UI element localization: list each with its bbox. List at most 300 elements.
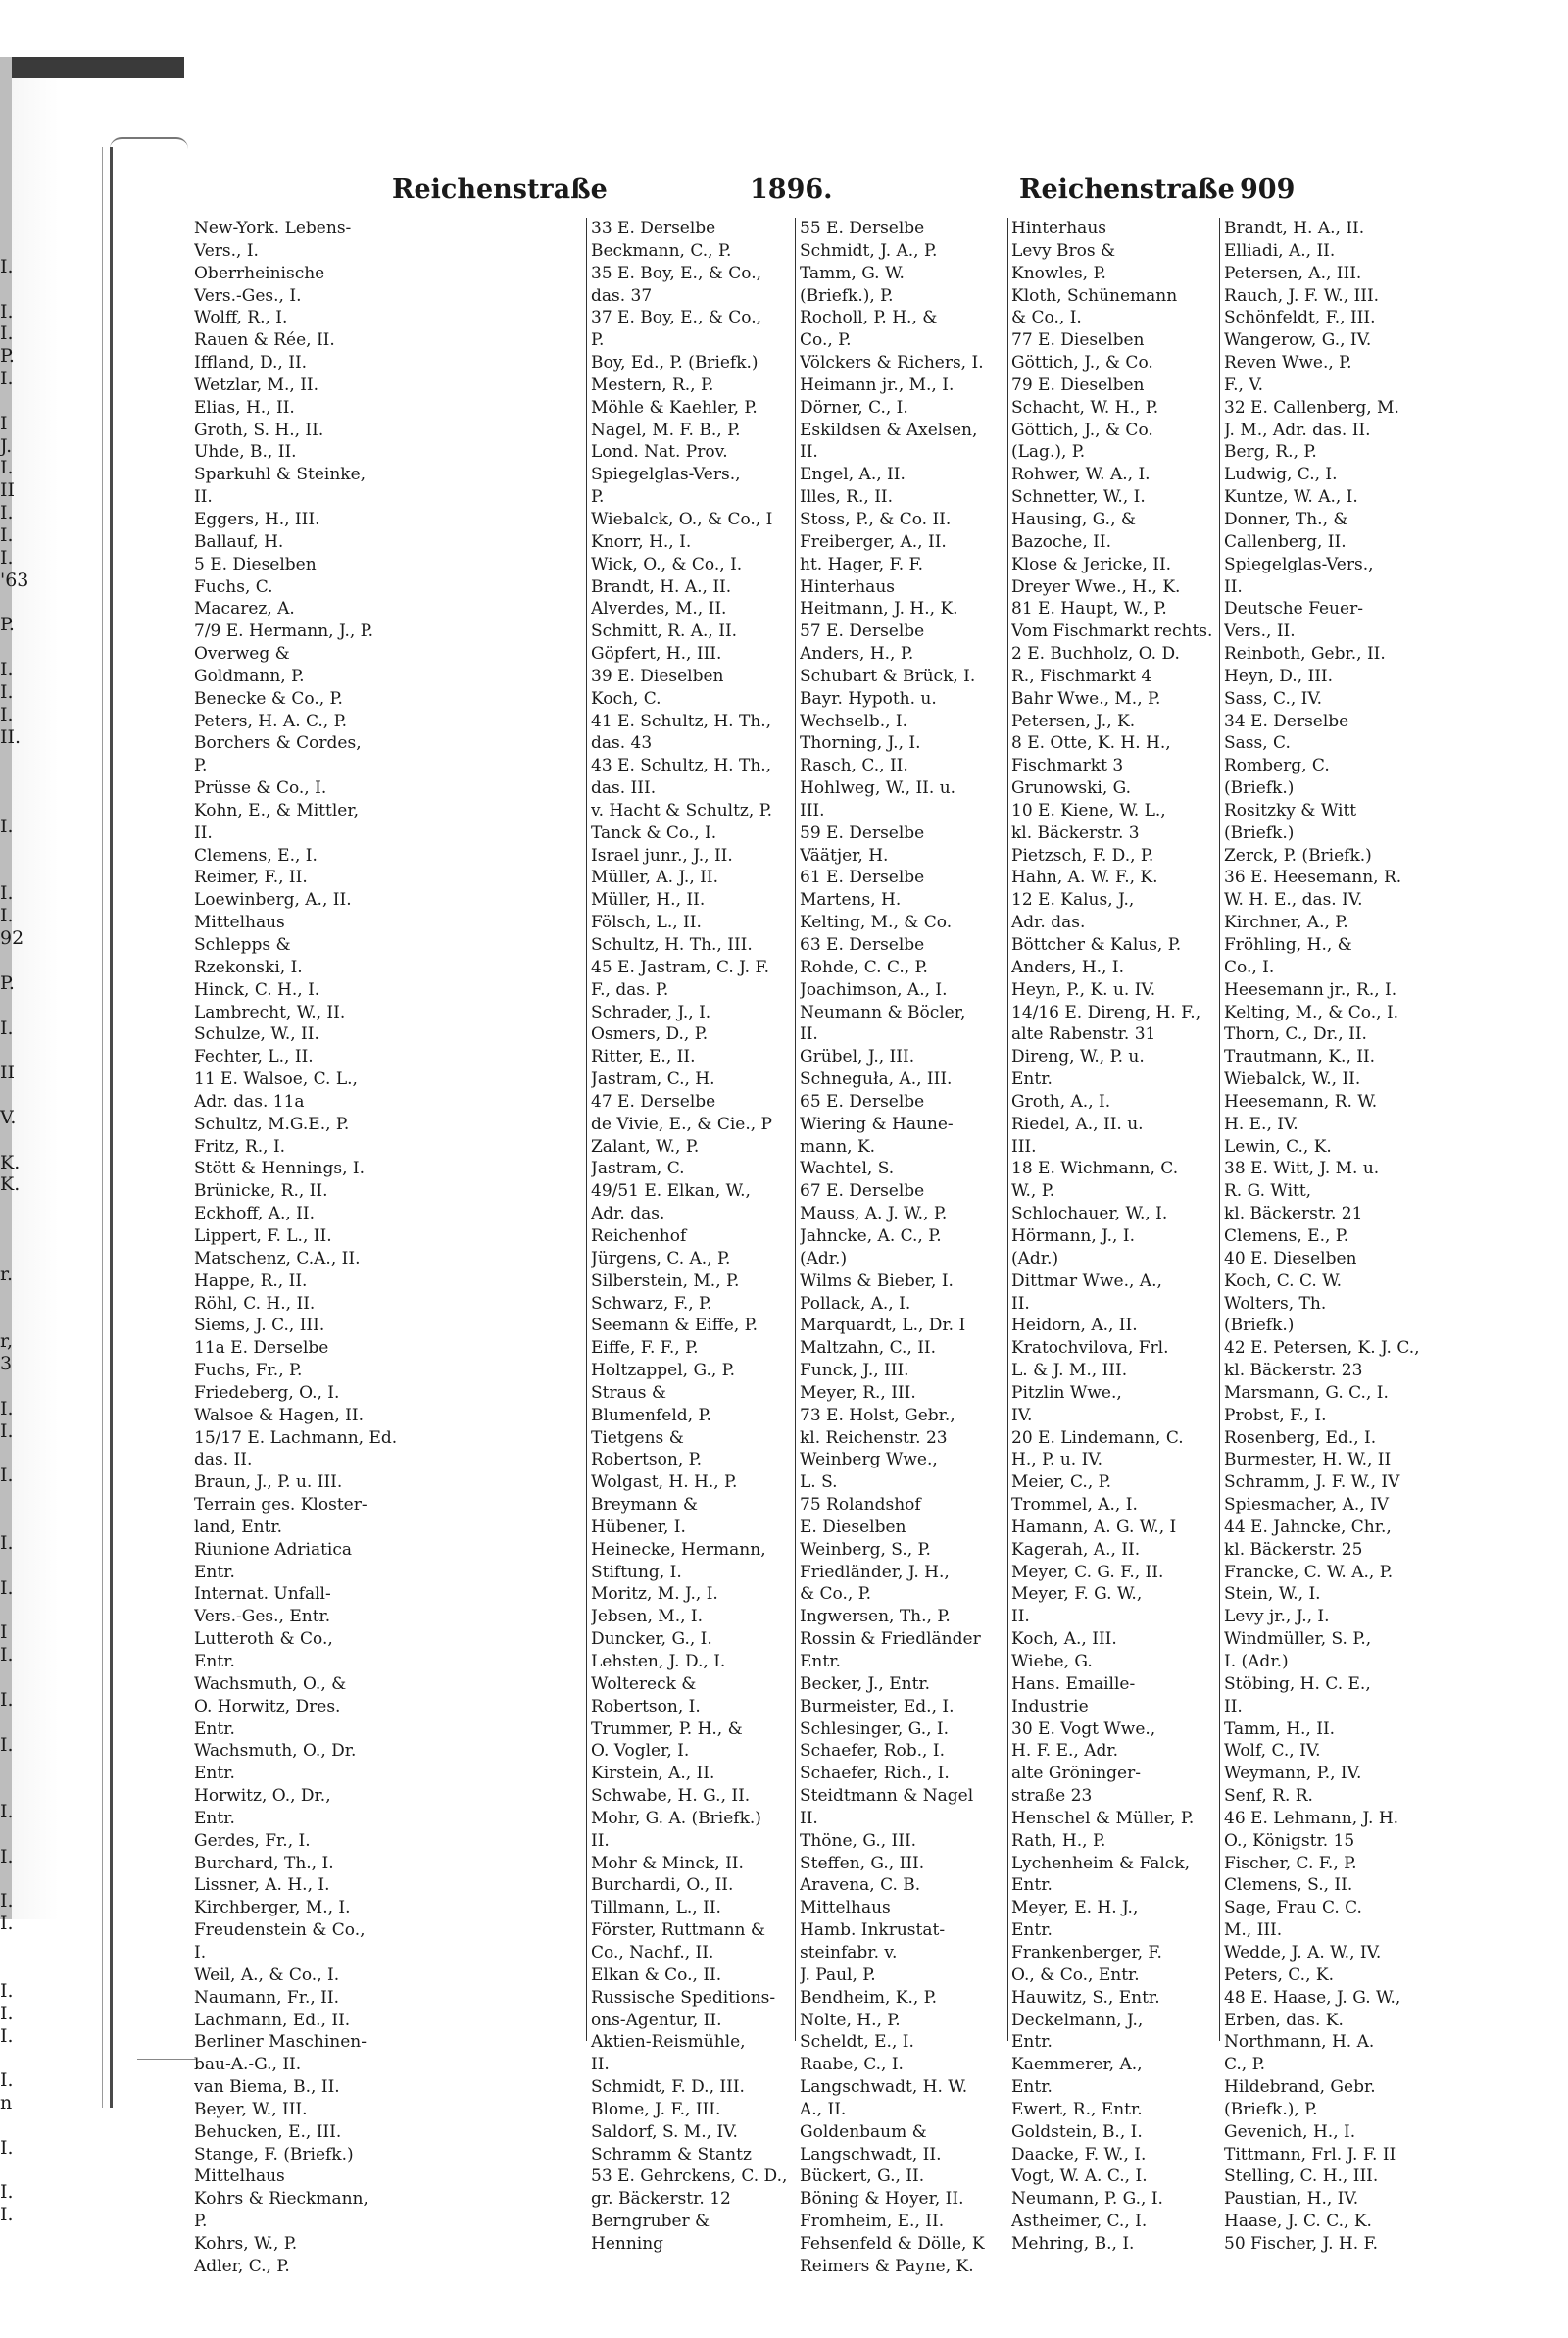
directory-entry-line: Happe, R., II. <box>194 1270 308 1291</box>
directory-entry-line: Mehring, B., I. <box>1011 2233 1135 2254</box>
directory-entry-line: Henschel & Müller, P. <box>1011 1808 1195 1828</box>
directory-entry-line: Entr. <box>1011 1875 1053 1896</box>
directory-entry-line: II. <box>194 822 213 843</box>
directory-entry-line: 7/9 E. Hermann, J., P. <box>194 622 374 642</box>
directory-entry-line: O. Horwitz, Dres. <box>194 1696 341 1716</box>
directory-entry-line: Stoss, P., & Co. II. <box>800 509 952 529</box>
directory-entry-line: de Vivie, E., & Cie., P <box>591 1114 772 1134</box>
directory-entry-line: Haase, J. C. C., K. <box>1224 2212 1372 2232</box>
directory-entry-line: Engel, A., II. <box>800 465 906 485</box>
previous-page-fragment: I. <box>0 1017 14 1039</box>
directory-entry-line: Thöne, G., III. <box>800 1830 917 1851</box>
directory-entry-line: Elias, H., II. <box>194 397 295 418</box>
directory-entry-line: Göttich, J., & Co. <box>1011 353 1153 373</box>
directory-entry-line: Schramm & Stantz <box>591 2144 752 2164</box>
directory-entry-line: 20 E. Lindemann, C. <box>1011 1427 1184 1448</box>
directory-entry-line: Bazoche, II. <box>1011 531 1111 552</box>
previous-page-fragment: I. <box>0 1419 14 1442</box>
directory-entry-line: Wedde, J. A. W., IV. <box>1224 1942 1382 1963</box>
directory-entry-line: L. & J. M., III. <box>1011 1361 1128 1381</box>
directory-entry-line: Neumann & Böcler, <box>800 1002 966 1022</box>
directory-entry-line: 46 E. Lehmann, J. H. <box>1224 1808 1399 1828</box>
directory-entry-line: Mittelhaus <box>194 2166 285 2187</box>
directory-entry-line: F., V. <box>1224 374 1264 395</box>
directory-entry-line: Groth, S. H., II. <box>194 420 324 440</box>
directory-entry-line: Göttich, J., & Co. <box>1011 420 1153 440</box>
directory-entry-line: Raabe, C., I. <box>800 2055 904 2075</box>
directory-entry-line: Kagerah, A., II. <box>1011 1539 1141 1560</box>
directory-entry-line: v. Hacht & Schultz, P. <box>591 800 773 821</box>
directory-entry-line: das. II. <box>194 1450 253 1470</box>
directory-entry-line: Clemens, E., I. <box>194 845 318 866</box>
directory-entry-line: 49/51 E. Elkan, W., <box>591 1181 751 1202</box>
directory-entry-line: Adler, C., P. <box>194 2256 290 2276</box>
directory-entry-line: Bückert, G., II. <box>800 2166 925 2187</box>
directory-entry-line: Burmeister, Ed., I. <box>800 1696 955 1716</box>
directory-entry-line: Schacht, W. H., P. <box>1011 397 1159 418</box>
directory-entry-line: Hans. Emaille- <box>1011 1673 1136 1694</box>
directory-entry-line: Adr. das. 11a <box>194 1091 305 1112</box>
previous-page-fragment <box>0 1039 24 1062</box>
directory-entry-line: Rositzky & Witt <box>1224 800 1357 821</box>
directory-entry-line: Kelting, M., & Co. <box>800 913 953 933</box>
previous-page-fragment: II <box>0 1062 16 1084</box>
directory-entry-line: Kuntze, W. A., I. <box>1224 487 1358 508</box>
previous-page-fragment: I. <box>0 323 14 345</box>
previous-page-fragment <box>0 2226 24 2249</box>
directory-entry-line: mann, K. <box>800 1136 876 1157</box>
directory-entry-line: J. M., Adr. das. II. <box>1224 420 1371 440</box>
previous-page-fragment <box>0 1666 24 1689</box>
directory-entry-line: II. <box>1224 576 1243 597</box>
directory-entry-line: Mittelhaus <box>800 1898 891 1918</box>
directory-entry-line: Illes, R., II. <box>800 487 894 508</box>
directory-entry-line: O., & Co., Entr. <box>1011 1965 1140 1985</box>
directory-entry-line: Weinberg Wwe., <box>800 1450 938 1470</box>
directory-entry-line: Grübel, J., III. <box>800 1047 915 1068</box>
previous-page-fragment: II <box>0 479 16 502</box>
directory-entry-line: Pollack, A., I. <box>800 1293 911 1314</box>
directory-entry-line: P. <box>591 487 605 508</box>
directory-entry-line: Petersen, A., III. <box>1224 263 1362 283</box>
directory-entry-line: Russische Speditions- <box>591 1987 776 2008</box>
directory-entry-line: Meyer, E. H. J., <box>1011 1898 1139 1918</box>
directory-entry-line: Meyer, R., III. <box>800 1382 916 1403</box>
directory-entry-line: kl. Bäckerstr. 23 <box>1224 1361 1363 1381</box>
directory-entry-line: Dittmar Wwe., A., <box>1011 1270 1162 1291</box>
directory-entry-line: Schlesinger, G., I. <box>800 1718 950 1739</box>
directory-entry-line: Lachmann, Ed., II. <box>194 2010 351 2030</box>
directory-entry-line: Marquardt, L., Dr. I <box>800 1316 966 1336</box>
directory-entry-line: Trommel, A., I. <box>1011 1495 1138 1516</box>
directory-entry-line: Wolf, C., IV. <box>1224 1741 1321 1762</box>
directory-entry-line: Aravena, C. B. <box>800 1875 921 1896</box>
directory-entry-line: Moritz, M. J., I. <box>591 1584 718 1605</box>
previous-page-fragment <box>0 233 24 256</box>
previous-page-fragment: I. <box>0 882 14 905</box>
directory-entry-line: Scheldt, E., I. <box>800 2032 914 2053</box>
directory-entry-line: Schwarz, F., P. <box>591 1293 712 1314</box>
directory-entry-line: Klose & Jericke, II. <box>1011 554 1172 574</box>
directory-entry-line: Vogt, W. A. C., I. <box>1011 2166 1148 2187</box>
page-number: 909 <box>1240 174 1296 205</box>
directory-entry-line: Marsmann, G. C., I. <box>1224 1382 1389 1403</box>
directory-entry-line: Fischer, C. F., P. <box>1224 1853 1357 1873</box>
directory-entry-line: Kirstein, A., II. <box>591 1764 715 1784</box>
directory-entry-line: Fölsch, L., II. <box>591 913 702 933</box>
directory-entry-line: Holtzappel, G., P. <box>591 1361 736 1381</box>
directory-entry-line: 73 E. Holst, Gebr., <box>800 1405 956 1425</box>
directory-entry-line: 2 E. Buchholz, O. D. <box>1011 644 1180 665</box>
directory-entry-line: Robertson, I. <box>591 1696 701 1716</box>
directory-entry-line: 30 E. Vogt Wwe., <box>1011 1718 1156 1739</box>
previous-page-fragment <box>0 1309 24 1331</box>
directory-entry-line: Stange, F. (Briefk.) <box>194 2144 354 2164</box>
directory-entry-line: Probst, F., I. <box>1224 1405 1327 1425</box>
page-curl <box>110 137 188 149</box>
directory-column-1 <box>194 218 582 2278</box>
directory-entry-line: Groth, A., I. <box>1011 1091 1111 1112</box>
directory-entry-line: II. <box>800 1024 818 1045</box>
directory-entry-line: Steidtmann & Nagel <box>800 1786 974 1807</box>
directory-entry-line: alte Rabenstr. 31 <box>1011 1024 1156 1045</box>
directory-entry-line: Weinberg, S., P. <box>800 1539 931 1560</box>
directory-entry-line: Reven Wwe., P. <box>1224 353 1352 373</box>
directory-entry-line: Heyn, P., K. u. IV. <box>1011 979 1156 1000</box>
directory-column-5 <box>1224 218 1440 2256</box>
directory-entry-line: Schaefer, Rob., I. <box>800 1741 945 1762</box>
directory-entry-line: Hahn, A. W. F., K. <box>1011 868 1158 888</box>
directory-entry-line: Koch, C. <box>591 688 662 709</box>
previous-page-fragment <box>0 2160 24 2182</box>
directory-entry-line: & Co., P. <box>800 1584 872 1605</box>
directory-entry-line: Entr. <box>1011 1070 1053 1090</box>
directory-entry-line: Kloth, Schünemann <box>1011 285 1178 306</box>
directory-entry-line: Rossin & Friedländer <box>800 1629 981 1650</box>
directory-entry-line: II. <box>800 442 818 463</box>
directory-entry-line: Berngruber & <box>591 2212 710 2232</box>
directory-entry-line: H., P. u. IV. <box>1011 1450 1103 1470</box>
directory-entry-line: Henning <box>591 2233 664 2254</box>
directory-entry-line: Aktien-Reismühle, <box>591 2032 746 2053</box>
directory-entry-line: Rasch, C., II. <box>800 756 908 776</box>
previous-page-fragment: P. <box>0 614 15 636</box>
directory-entry-line: IV. <box>1011 1405 1033 1425</box>
previous-page-fragment: P. <box>0 971 15 994</box>
directory-entry-line: 38 E. Witt, J. M. u. <box>1224 1159 1380 1179</box>
directory-entry-line: kl. Bäckerstr. 25 <box>1224 1539 1363 1560</box>
previous-page-fragment: I. <box>0 1979 14 2002</box>
scan-bottom-mark <box>137 2059 196 2071</box>
directory-entry-line: Schrader, J., I. <box>591 1002 711 1022</box>
directory-entry-line: Wiebe, G. <box>1011 1652 1093 1671</box>
directory-entry-line: (Adr.) <box>1011 1248 1059 1268</box>
previous-page-fragment: I. <box>0 905 14 927</box>
directory-entry-line: Entr. <box>1011 2077 1053 2098</box>
directory-entry-line: Fritz, R., I. <box>194 1136 286 1157</box>
directory-entry-line: Burmester, H. W., II <box>1224 1450 1392 1470</box>
directory-entry-line: Kohrs, W., P. <box>194 2233 298 2254</box>
directory-entry-line: Goldenbaum & <box>800 2121 927 2142</box>
directory-entry-line: Schulze, W., II. <box>194 1024 319 1045</box>
directory-entry-line: O. Vogler, I. <box>591 1741 690 1762</box>
previous-page-fragment <box>0 2315 24 2338</box>
previous-page-fragment: P. <box>0 345 15 368</box>
directory-entry-line: Behucken, E., III. <box>194 2121 342 2142</box>
directory-entry-line: Ewert, R., Entr. <box>1011 2099 1143 2119</box>
directory-entry-line: Hinterhaus <box>1011 219 1106 238</box>
directory-entry-line: Wachsmuth, O., & <box>194 1673 347 1694</box>
previous-page-fragment: I. <box>0 2204 14 2226</box>
directory-entry-line: Stött & Hennings, I. <box>194 1159 366 1179</box>
directory-entry-line: Mohr & Minck, II. <box>591 1853 744 1873</box>
directory-entry-line: II. <box>1011 1607 1030 1627</box>
previous-page-fragment: n <box>0 2092 13 2114</box>
running-title-left: Reichenstraße <box>392 174 608 205</box>
directory-entry-line: Tamm, H., II. <box>1224 1718 1336 1739</box>
previous-page-fragment <box>0 2047 24 2069</box>
previous-page-fragment <box>0 1935 24 1958</box>
previous-page-fragment <box>0 1241 24 1264</box>
directory-entry-line: Becker, J., Entr. <box>800 1673 931 1694</box>
directory-entry-line: Duncker, G., I. <box>591 1629 712 1650</box>
directory-entry-line: Steffen, G., III. <box>800 1853 925 1873</box>
directory-entry-line: Jastram, C. <box>591 1159 685 1179</box>
column-rule <box>586 218 587 2041</box>
directory-entry-line: Pietzsch, F. D., P. <box>1011 845 1154 866</box>
directory-entry-line: Windmüller, S. P., <box>1224 1629 1372 1650</box>
previous-page-fragment: I. <box>0 2069 14 2092</box>
directory-entry-line: Stiftung, I. <box>591 1562 682 1582</box>
directory-entry-line: Hübener, I. <box>591 1517 686 1537</box>
directory-entry-line: Müller, H., II. <box>591 890 706 911</box>
previous-page-fragment <box>0 1958 24 1980</box>
previous-page-fragment: I. <box>0 546 14 569</box>
directory-entry-line: Jürgens, C. A., P. <box>591 1248 731 1268</box>
directory-entry-line: Bendheim, K., P. <box>800 1987 938 2008</box>
directory-entry-line: Industrie <box>1011 1696 1089 1716</box>
directory-entry-line: Entr. <box>194 1764 235 1784</box>
directory-entry-line: Petersen, J., K. <box>1011 711 1136 731</box>
directory-entry-line: Wiebalck, W., II. <box>1224 1070 1361 1090</box>
directory-entry-line: Prüsse & Co., I. <box>194 778 327 799</box>
directory-entry-line: Jastram, C., H. <box>591 1070 715 1090</box>
previous-page-fragment: r, <box>0 1330 14 1353</box>
directory-entry-line: 67 E. Derselbe <box>800 1181 925 1202</box>
directory-entry-line: Seemann & Eiffe, P. <box>591 1316 759 1336</box>
directory-entry-line: Peters, C., K. <box>1224 1965 1335 1985</box>
previous-page-fragment: I. <box>0 1801 14 1823</box>
directory-entry-line: 12 E. Kalus, J., <box>1011 890 1135 911</box>
previous-page-fragment <box>0 861 24 883</box>
previous-page-fragment: I. <box>0 457 14 479</box>
running-title-right: Reichenstraße <box>1019 174 1235 205</box>
directory-entry-line: 8 E. Otte, K. H. H., <box>1011 733 1171 754</box>
directory-entry-line: Lond. Nat. Prov. <box>591 442 728 463</box>
directory-entry-line: Thorn, C., Dr., II. <box>1224 1024 1367 1045</box>
directory-entry-line: das. 37 <box>591 285 653 306</box>
directory-entry-line: bau-A.-G., II. <box>194 2055 302 2075</box>
directory-entry-line: Berliner Maschinen- <box>194 2032 367 2053</box>
directory-entry-line: Hinck, C. H., I. <box>194 979 320 1000</box>
directory-entry-line: Ludwig, C., I. <box>1224 465 1338 485</box>
previous-page-fragment: I. <box>0 1397 14 1419</box>
directory-entry-line: 33 E. Derselbe <box>591 219 716 238</box>
year-heading: 1896. <box>750 174 833 205</box>
previous-page-fragment: I. <box>0 1890 14 1913</box>
previous-page-fragment <box>0 390 24 413</box>
directory-entry-line: M., III. <box>1224 1920 1283 1941</box>
directory-entry-line: Schubart & Brück, I. <box>800 666 976 686</box>
directory-entry-line: Osmers, D., P. <box>591 1024 709 1045</box>
directory-column-2 <box>591 218 792 2256</box>
directory-entry-line: kl. Bäckerstr. 21 <box>1224 1204 1363 1224</box>
directory-entry-line: 61 E. Derselbe <box>800 868 925 888</box>
directory-entry-line: Wiebalck, O., & Co., I <box>591 509 773 529</box>
column-rule <box>1007 218 1008 2041</box>
directory-entry-line: Brandt, H. A., II. <box>1224 219 1365 238</box>
directory-entry-line: W., P. <box>1011 1181 1055 1202</box>
directory-entry-line: Braun, J., P. u. III. <box>194 1472 343 1493</box>
book-gutter <box>110 147 113 2108</box>
directory-entry-line: Deutsche Feuer- <box>1224 599 1363 620</box>
directory-entry-line: Benecke & Co., P. <box>194 688 343 709</box>
directory-entry-line: Kirchberger, M., I. <box>194 1898 351 1918</box>
directory-entry-line: Zerck, P. (Briefk.) <box>1224 845 1372 866</box>
previous-page-fragment: I. <box>0 2002 14 2024</box>
previous-page-fragment: K. <box>0 1151 21 1173</box>
previous-page-fragment: I. <box>0 502 14 524</box>
directory-entry-line: Lychenheim & Falck, <box>1011 1853 1191 1873</box>
previous-page-fragment: I. <box>0 2181 14 2204</box>
directory-entry-line: Rath, H., P. <box>1011 1830 1106 1851</box>
directory-entry-line: Rosenberg, Ed., I. <box>1224 1427 1377 1448</box>
directory-entry-line: Northmann, H. A. <box>1224 2032 1375 2053</box>
directory-entry-line: Robertson, P. <box>591 1450 703 1470</box>
directory-entry-line: Riunione Adriatica <box>194 1539 353 1560</box>
directory-entry-line: Rzekonski, I. <box>194 957 303 977</box>
directory-entry-line: Langschwadt, II. <box>800 2144 942 2164</box>
directory-entry-line: Weymann, P., IV. <box>1224 1764 1362 1784</box>
directory-entry-line: Astheimer, C., I. <box>1011 2212 1148 2232</box>
directory-entry-line: land, Entr. <box>194 1517 283 1537</box>
directory-entry-line: 65 E. Derselbe <box>800 1091 925 1112</box>
directory-entry-line: Freudenstein & Co., <box>194 1920 366 1941</box>
directory-entry-line: Vers., I. <box>194 240 259 261</box>
directory-entry-line: Eskildsen & Axelsen, <box>800 420 978 440</box>
directory-entry-line: 15/17 E. Lachmann, Ed. <box>194 1427 398 1448</box>
directory-entry-line: 42 E. Petersen, K. J. C., <box>1224 1338 1420 1359</box>
column-rule <box>1219 218 1220 2041</box>
directory-entry-line: Entr. <box>194 1562 235 1582</box>
directory-entry-line: Erben, das. K. <box>1224 2010 1344 2030</box>
directory-entry-line: Levy Bros & <box>1011 240 1116 261</box>
previous-page-fragment <box>0 771 24 793</box>
directory-entry-line: New-York. Lebens- <box>194 219 352 238</box>
directory-entry-line: Loewinberg, A., II. <box>194 890 352 911</box>
directory-column-3 <box>800 218 1005 2278</box>
directory-entry-line: Burchardi, O., II. <box>591 1875 734 1896</box>
directory-entry-line: H. F. E., Adr. <box>1011 1741 1119 1762</box>
directory-entry-line: Wolters, Th. <box>1224 1293 1327 1314</box>
directory-entry-line: Borchers & Cordes, <box>194 733 362 754</box>
directory-entry-line: Vers.-Ges., Entr. <box>194 1607 331 1627</box>
directory-entry-line: & Co., I. <box>1011 308 1082 328</box>
directory-entry-line: steinfabr. v. <box>800 1942 898 1963</box>
directory-entry-line: Jebsen, M., I. <box>591 1607 704 1627</box>
directory-entry-line: das. III. <box>591 778 657 799</box>
directory-entry-line: Levy jr., J., I. <box>1224 1607 1330 1627</box>
directory-entry-line: Hauwitz, S., Entr. <box>1011 1987 1160 2008</box>
directory-entry-line: Entr. <box>194 1652 235 1671</box>
directory-entry-line: Daacke, F. W., I. <box>1011 2144 1147 2164</box>
previous-page-fragment: I. <box>0 2136 14 2159</box>
directory-entry-line: Spiegelglas-Vers., <box>1224 554 1374 574</box>
directory-entry-line: Heyn, D., III. <box>1224 666 1334 686</box>
directory-entry-line: L. S. <box>800 1472 838 1493</box>
previous-page-fragment <box>0 1778 24 1801</box>
directory-entry-line: E. Dieselben <box>800 1517 906 1537</box>
directory-entry-line: II. <box>1011 1293 1030 1314</box>
directory-entry-line: Fechter, L., II. <box>194 1047 314 1068</box>
directory-entry-line: Meyer, C. G. F., II. <box>1011 1562 1164 1582</box>
directory-entry-line: Romberg, C. <box>1224 756 1330 776</box>
directory-entry-line: Adr. das. <box>591 1204 665 1224</box>
directory-entry-line: Reimer, F., II. <box>194 868 308 888</box>
directory-entry-line: Sparkuhl & Steinke, <box>194 465 367 485</box>
previous-page-fragment: I. <box>0 255 14 277</box>
directory-entry-line: Schnetter, W., I. <box>1011 487 1146 508</box>
directory-entry-line: 55 E. Derselbe <box>800 219 925 238</box>
directory-entry-line: Siems, J. C., III. <box>194 1316 325 1336</box>
previous-page-fragment: '63 <box>0 569 29 591</box>
previous-page-fragment: J. <box>0 434 13 457</box>
directory-entry-line: Fehsenfeld & Dölle, K <box>800 2233 985 2254</box>
directory-entry-line: Koch, C. C. W. <box>1224 1270 1343 1291</box>
previous-page-fragment <box>0 636 24 659</box>
directory-entry-line: Fromheim, E., II. <box>800 2212 945 2232</box>
directory-entry-line: Weil, A., & Co., I. <box>194 1965 340 1985</box>
directory-entry-line: Sage, Frau C. C. <box>1224 1898 1362 1918</box>
previous-page-fragment <box>0 1756 24 1778</box>
directory-entry-line: Schlochauer, W., I. <box>1011 1204 1168 1224</box>
directory-entry-line: Adr. das. <box>1011 913 1086 933</box>
previous-page-fragment: I. <box>0 1531 14 1554</box>
previous-page-fragment <box>0 1196 24 1219</box>
previous-page-fragment: I. <box>0 1576 14 1599</box>
directory-entry-line: Mauss, A. J. W., P. <box>800 1204 948 1224</box>
directory-entry-line: Heidorn, A., II. <box>1011 1316 1138 1336</box>
directory-entry-line: Clemens, S., II. <box>1224 1875 1353 1896</box>
directory-entry-line: Rauen & Rée, II. <box>194 330 335 351</box>
directory-entry-line: 18 E. Wichmann, C. <box>1011 1159 1179 1179</box>
previous-page-fragment: I. <box>0 523 14 546</box>
directory-entry-line: Fuchs, C. <box>194 576 273 597</box>
directory-entry-line: Nolte, H., P. <box>800 2010 901 2030</box>
directory-entry-line: 37 E. Boy, E., & Co., <box>591 308 762 328</box>
directory-entry-line: Clemens, E., P. <box>1224 1225 1349 1246</box>
directory-entry-line: Wolgast, H. H., P. <box>591 1472 738 1493</box>
directory-entry-line: Hamann, A. G. W., I <box>1011 1517 1177 1537</box>
directory-entry-line: II. <box>194 487 213 508</box>
previous-page-fragment <box>0 2294 24 2316</box>
directory-entry-line: Entr. <box>1011 1920 1053 1941</box>
directory-entry-line: Frankenberger, F. <box>1011 1942 1162 1963</box>
directory-entry-line: Wolff, R., I. <box>194 308 288 328</box>
directory-entry-line: Maltzahn, C., II. <box>800 1338 937 1359</box>
directory-entry-line: 59 E. Derselbe <box>800 822 925 843</box>
directory-entry-line: straße 23 <box>1011 1786 1093 1807</box>
